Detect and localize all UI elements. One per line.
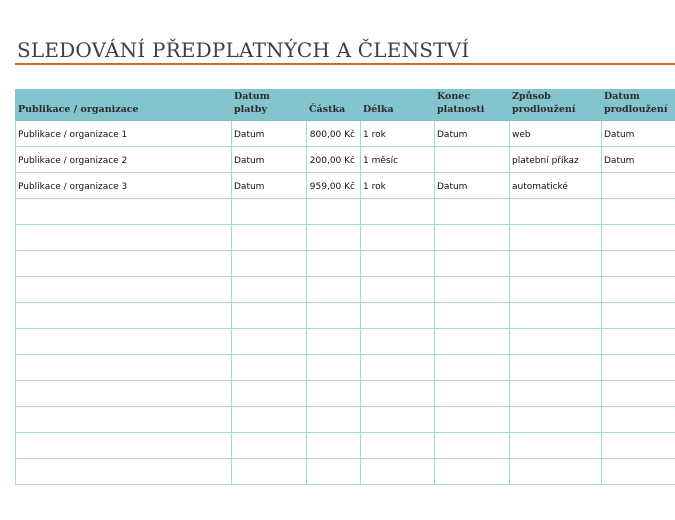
table-row	[16, 381, 675, 407]
renewal-date-cell[interactable]	[602, 381, 675, 407]
payment-date-cell[interactable]	[232, 225, 307, 251]
length-cell[interactable]	[361, 381, 435, 407]
renewal-date-cell[interactable]	[602, 173, 675, 199]
publication-cell[interactable]	[16, 433, 232, 459]
amount-cell[interactable]	[307, 277, 361, 303]
amount-cell[interactable]	[307, 251, 361, 277]
table-row	[16, 225, 675, 251]
table-row	[16, 355, 675, 381]
renewal-method-cell[interactable]	[510, 407, 602, 433]
table-row	[16, 199, 675, 225]
length-cell[interactable]: 1 rok	[361, 173, 435, 199]
amount-cell[interactable]	[307, 355, 361, 381]
renewal-date-cell[interactable]	[602, 459, 675, 485]
column-header-renewal-method[interactable]: Způsob prodloužení	[510, 90, 602, 121]
column-header-renewal-date[interactable]: Datum prodloužení	[602, 90, 675, 121]
renewal-method-cell[interactable]: platební příkaz	[510, 147, 602, 173]
expiry-cell[interactable]	[435, 251, 510, 277]
length-cell[interactable]	[361, 199, 435, 225]
table-body	[16, 121, 675, 485]
table-row	[16, 459, 675, 485]
renewal-method-cell[interactable]	[510, 329, 602, 355]
publication-cell[interactable]: Publikace / organizace 3	[16, 173, 232, 199]
publication-cell[interactable]	[16, 407, 232, 433]
renewal-date-cell[interactable]	[602, 199, 675, 225]
renewal-date-cell[interactable]	[602, 251, 675, 277]
table-row	[16, 147, 675, 173]
renewal-method-cell[interactable]	[510, 251, 602, 277]
amount-cell[interactable]	[307, 407, 361, 433]
payment-date-cell[interactable]	[232, 459, 307, 485]
publication-cell[interactable]	[16, 381, 232, 407]
table-row	[16, 329, 675, 355]
amount-cell[interactable]	[307, 225, 361, 251]
payment-date-cell[interactable]	[232, 199, 307, 225]
length-cell[interactable]	[361, 329, 435, 355]
amount-cell[interactable]	[307, 433, 361, 459]
expiry-cell[interactable]	[435, 329, 510, 355]
expiry-cell[interactable]	[435, 225, 510, 251]
renewal-date-cell[interactable]	[602, 303, 675, 329]
renewal-method-cell[interactable]	[510, 225, 602, 251]
table-header-row	[16, 90, 675, 121]
expiry-cell[interactable]	[435, 277, 510, 303]
amount-cell[interactable]: 200,00 Kč	[307, 147, 361, 173]
column-header-payment-date[interactable]: Datum platby	[232, 90, 307, 121]
column-header-expiry[interactable]: Konec platnosti	[435, 90, 510, 121]
publication-cell[interactable]	[16, 199, 232, 225]
publication-cell[interactable]: Publikace / organizace 1	[16, 121, 232, 147]
amount-cell[interactable]: 959,00 Kč	[307, 173, 361, 199]
renewal-method-cell[interactable]	[510, 459, 602, 485]
renewal-date-cell[interactable]	[602, 433, 675, 459]
renewal-date-cell[interactable]	[602, 407, 675, 433]
payment-date-cell[interactable]: Datum	[232, 147, 307, 173]
payment-date-cell[interactable]: Datum	[232, 121, 307, 147]
table-row	[16, 303, 675, 329]
length-cell[interactable]	[361, 355, 435, 381]
payment-date-cell[interactable]	[232, 381, 307, 407]
renewal-date-cell[interactable]	[602, 329, 675, 355]
expiry-cell[interactable]	[435, 381, 510, 407]
payment-date-cell[interactable]	[232, 355, 307, 381]
expiry-cell[interactable]	[435, 355, 510, 381]
payment-date-cell[interactable]	[232, 329, 307, 355]
renewal-date-cell[interactable]: Datum	[602, 121, 675, 147]
length-cell[interactable]	[361, 433, 435, 459]
amount-cell[interactable]: 800,00 Kč	[307, 121, 361, 147]
publication-cell[interactable]	[16, 459, 232, 485]
page-title: SLEDOVÁNÍ PŘEDPLATNÝCH A ČLENSTVÍ	[17, 38, 470, 62]
renewal-method-cell[interactable]	[510, 199, 602, 225]
payment-date-cell[interactable]	[232, 407, 307, 433]
title-divider	[15, 63, 675, 65]
amount-cell[interactable]	[307, 459, 361, 485]
column-header-length[interactable]: Délka	[361, 90, 435, 121]
publication-cell[interactable]	[16, 225, 232, 251]
expiry-cell[interactable]: Datum	[435, 173, 510, 199]
amount-cell[interactable]	[307, 381, 361, 407]
expiry-cell[interactable]: Datum	[435, 121, 510, 147]
publication-cell[interactable]	[16, 277, 232, 303]
table-row	[16, 407, 675, 433]
renewal-method-cell[interactable]: web	[510, 121, 602, 147]
publication-cell[interactable]	[16, 251, 232, 277]
length-cell[interactable]: 1 měsíc	[361, 147, 435, 173]
publication-cell[interactable]: Publikace / organizace 2	[16, 147, 232, 173]
column-header-amount[interactable]: Částka	[307, 90, 361, 121]
renewal-date-cell[interactable]	[602, 225, 675, 251]
table-row	[16, 277, 675, 303]
payment-date-cell[interactable]	[232, 303, 307, 329]
table-row	[16, 121, 675, 147]
payment-date-cell[interactable]	[232, 433, 307, 459]
expiry-cell[interactable]	[435, 303, 510, 329]
renewal-method-cell[interactable]	[510, 277, 602, 303]
length-cell[interactable]	[361, 407, 435, 433]
expiry-cell[interactable]	[435, 433, 510, 459]
column-header-publication[interactable]: Publikace / organizace	[16, 90, 232, 121]
amount-cell[interactable]	[307, 303, 361, 329]
length-cell[interactable]	[361, 225, 435, 251]
expiry-cell[interactable]	[435, 147, 510, 173]
renewal-method-cell[interactable]	[510, 355, 602, 381]
length-cell[interactable]	[361, 277, 435, 303]
expiry-cell[interactable]	[435, 407, 510, 433]
amount-cell[interactable]	[307, 329, 361, 355]
payment-date-cell[interactable]: Datum	[232, 173, 307, 199]
publication-cell[interactable]	[16, 355, 232, 381]
renewal-method-cell[interactable]	[510, 303, 602, 329]
renewal-date-cell[interactable]	[602, 355, 675, 381]
table-row	[16, 173, 675, 199]
renewal-method-cell[interactable]	[510, 433, 602, 459]
payment-date-cell[interactable]	[232, 251, 307, 277]
length-cell[interactable]	[361, 459, 435, 485]
length-cell[interactable]	[361, 251, 435, 277]
subscription-table	[15, 89, 675, 485]
table-row	[16, 433, 675, 459]
publication-cell[interactable]	[16, 329, 232, 355]
payment-date-cell[interactable]	[232, 277, 307, 303]
table-row	[16, 251, 675, 277]
length-cell[interactable]: 1 rok	[361, 121, 435, 147]
publication-cell[interactable]	[16, 303, 232, 329]
renewal-method-cell[interactable]: automatické	[510, 173, 602, 199]
amount-cell[interactable]	[307, 199, 361, 225]
renewal-date-cell[interactable]	[602, 277, 675, 303]
renewal-date-cell[interactable]: Datum	[602, 147, 675, 173]
expiry-cell[interactable]	[435, 199, 510, 225]
length-cell[interactable]	[361, 303, 435, 329]
renewal-method-cell[interactable]	[510, 381, 602, 407]
expiry-cell[interactable]	[435, 459, 510, 485]
